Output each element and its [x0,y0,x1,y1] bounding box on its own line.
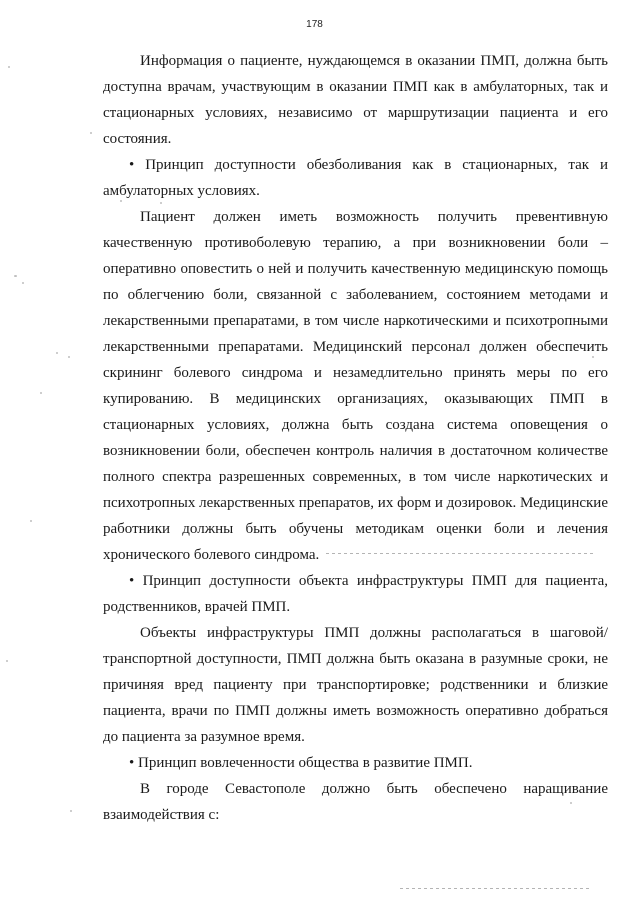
page-number: 178 [306,19,323,30]
scan-speck [68,356,70,358]
bullet-text: Принцип доступности обезболивания как в стационарных, так и амбулаторных условиях. [103,157,609,199]
bullet-marker: • [129,157,135,173]
scan-speck [160,202,162,204]
scan-speck [90,132,92,134]
scan-speck [22,282,24,284]
scan-speck [14,275,17,277]
paragraph-text: Информация о пациенте, нуждающемся в оказании ПМП, должна быть доступна врачам, участвующим в оказании ПМП как в амбулаторных, так и стационарных условиях, независимо от маршрутизации пациента и его состояния. [103,53,608,147]
scan-speck [570,802,572,804]
scan-speck [56,352,58,354]
paragraph-text: Объекты инфраструктуры ПМП должны располагаться в шаговой/транспортной доступности, ПМП должна быть оказана в разумные сроки, не причиняя вред пациенту при транспортировке; родственники и близкие пациента, врачи по ПМП должны иметь возможность оперативно добраться до пациента за разумное время. [103,625,608,745]
paragraph-sevastopol [103,776,608,828]
scan-speck [592,356,594,358]
bullet-principle-infrastructure [103,568,608,620]
scan-speck [30,520,32,522]
scan-speck [6,660,8,662]
scan-speck [70,810,72,812]
paragraph-infrastructure [103,620,608,750]
paragraph-text: В городе Севастополе должно быть обеспечено наращивание взаимодействия с: [103,781,608,823]
paragraph-text: Пациент должен иметь возможность получить превентивную качественную противоболевую терапию, а при возникновении боли – оперативно оповестить о ней и получить качественную медицинскую помощь по облегчению боли, связанной с заболеванием, состоянием методами и лекарственными препаратами, в том числе наркотическими и психотропными лекарственными препаратами. Медицинский персонал должен обеспечить скрининг болевого синдрома и незамедлительно принять меры по его купированию. В медицинских организациях, оказывающих ПМП в стационарных условиях, должна быть создана система оповещения о возникновении боли, обеспечен контроль наличия в достаточном количестве полного спектра разрешенных современных, в том числе наркотических и психотропных лекарственных препаратов, их форм и дозировок. Медицинские работники должны быть обучены методикам оценки боли и лечения хронического болевого синдрома. [103,209,608,563]
bullet-principle-analgesia [103,152,608,204]
scan-speck [120,200,122,202]
scan-noise [400,888,590,889]
paragraph-patient-info [103,48,608,152]
bullet-text: Принцип доступности объекта инфраструктуры ПМП для пациента, родственников, врачей ПМП. [103,573,609,615]
scan-speck [40,392,42,394]
bullet-text: Принцип вовлеченности общества в развитие ПМП. [138,755,473,771]
paragraph-pain-therapy [103,204,608,568]
scan-noise [326,553,596,554]
bullet-marker: • [129,755,135,771]
bullet-marker: • [129,573,135,589]
scan-speck [8,66,10,68]
page-body [103,48,608,828]
bullet-principle-society [103,750,608,776]
